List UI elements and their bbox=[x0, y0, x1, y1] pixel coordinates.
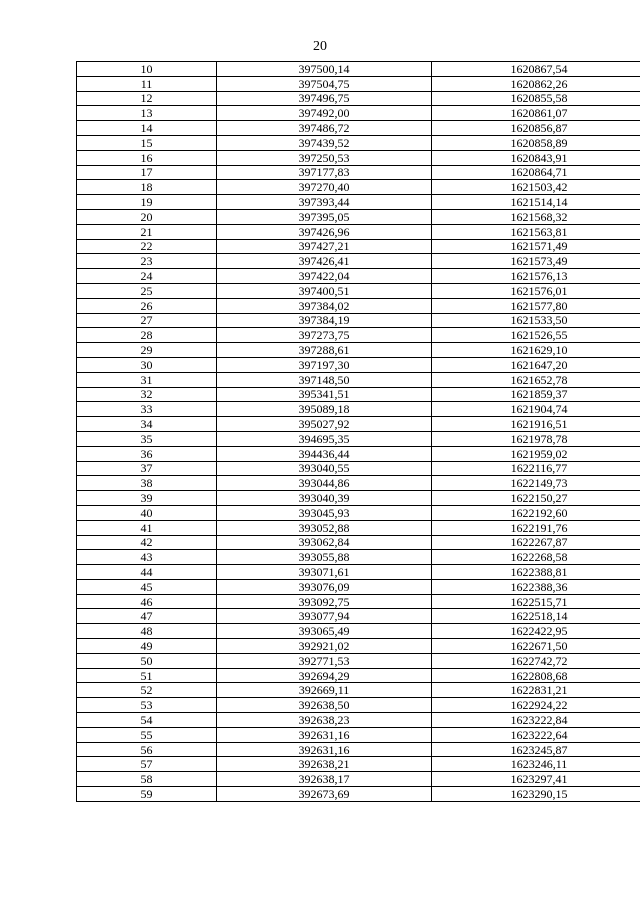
point-number-cell: 28 bbox=[77, 328, 217, 343]
y-coordinate-cell: 1620856,87 bbox=[432, 121, 640, 136]
table-row bbox=[77, 313, 640, 328]
x-coordinate-cell: 397439,52 bbox=[217, 135, 432, 150]
table-row bbox=[77, 727, 640, 742]
x-coordinate-cell: 397273,75 bbox=[217, 328, 432, 343]
x-coordinate-cell: 393062,84 bbox=[217, 535, 432, 550]
y-coordinate-cell: 1623222,84 bbox=[432, 713, 640, 728]
x-coordinate-cell: 397492,00 bbox=[217, 106, 432, 121]
table-row bbox=[77, 209, 640, 224]
point-number-cell: 37 bbox=[77, 461, 217, 476]
point-number-cell: 58 bbox=[77, 772, 217, 787]
y-coordinate-cell: 1621629,10 bbox=[432, 343, 640, 358]
y-coordinate-cell: 1622422,95 bbox=[432, 624, 640, 639]
x-coordinate-cell: 395089,18 bbox=[217, 402, 432, 417]
table-row bbox=[77, 91, 640, 106]
x-coordinate-cell: 392673,69 bbox=[217, 787, 432, 802]
point-number-cell: 39 bbox=[77, 491, 217, 506]
point-number-cell: 59 bbox=[77, 787, 217, 802]
x-coordinate-cell: 397422,04 bbox=[217, 269, 432, 284]
y-coordinate-cell: 1621503,42 bbox=[432, 180, 640, 195]
table-row bbox=[77, 624, 640, 639]
point-number-cell: 19 bbox=[77, 195, 217, 210]
x-coordinate-cell: 392631,16 bbox=[217, 742, 432, 757]
table-row bbox=[77, 343, 640, 358]
table-row bbox=[77, 298, 640, 313]
table-row bbox=[77, 683, 640, 698]
point-number-cell: 41 bbox=[77, 520, 217, 535]
point-number-cell: 26 bbox=[77, 298, 217, 313]
y-coordinate-cell: 1622388,36 bbox=[432, 579, 640, 594]
table-row bbox=[77, 476, 640, 491]
x-coordinate-cell: 393065,49 bbox=[217, 624, 432, 639]
point-number-cell: 31 bbox=[77, 372, 217, 387]
x-coordinate-cell: 397250,53 bbox=[217, 150, 432, 165]
x-coordinate-cell: 393076,09 bbox=[217, 579, 432, 594]
point-number-cell: 42 bbox=[77, 535, 217, 550]
table-row bbox=[77, 150, 640, 165]
table-row bbox=[77, 76, 640, 91]
table-row bbox=[77, 180, 640, 195]
table-row bbox=[77, 505, 640, 520]
x-coordinate-cell: 397504,75 bbox=[217, 76, 432, 91]
y-coordinate-cell: 1622149,73 bbox=[432, 476, 640, 491]
y-coordinate-cell: 1621577,80 bbox=[432, 298, 640, 313]
y-coordinate-cell: 1622268,58 bbox=[432, 550, 640, 565]
point-number-cell: 13 bbox=[77, 106, 217, 121]
x-coordinate-cell: 397148,50 bbox=[217, 372, 432, 387]
y-coordinate-cell: 1620864,71 bbox=[432, 165, 640, 180]
y-coordinate-cell: 1620858,89 bbox=[432, 135, 640, 150]
x-coordinate-cell: 397384,02 bbox=[217, 298, 432, 313]
point-number-cell: 16 bbox=[77, 150, 217, 165]
point-number-cell: 44 bbox=[77, 565, 217, 580]
table-row bbox=[77, 594, 640, 609]
x-coordinate-cell: 392638,23 bbox=[217, 713, 432, 728]
y-coordinate-cell: 1622742,72 bbox=[432, 653, 640, 668]
table-row bbox=[77, 491, 640, 506]
y-coordinate-cell: 1621904,74 bbox=[432, 402, 640, 417]
point-number-cell: 45 bbox=[77, 579, 217, 594]
table-row bbox=[77, 254, 640, 269]
x-coordinate-cell: 393040,39 bbox=[217, 491, 432, 506]
page-number: 20 bbox=[313, 39, 327, 54]
point-number-cell: 22 bbox=[77, 239, 217, 254]
point-number-cell: 35 bbox=[77, 431, 217, 446]
point-number-cell: 21 bbox=[77, 224, 217, 239]
table-row bbox=[77, 653, 640, 668]
table-row bbox=[77, 165, 640, 180]
x-coordinate-cell: 392771,53 bbox=[217, 653, 432, 668]
y-coordinate-cell: 1622671,50 bbox=[432, 639, 640, 654]
x-coordinate-cell: 392669,11 bbox=[217, 683, 432, 698]
table-row bbox=[77, 106, 640, 121]
point-number-cell: 40 bbox=[77, 505, 217, 520]
y-coordinate-cell: 1621533,50 bbox=[432, 313, 640, 328]
y-coordinate-cell: 1622831,21 bbox=[432, 683, 640, 698]
y-coordinate-cell: 1622267,87 bbox=[432, 535, 640, 550]
point-number-cell: 49 bbox=[77, 639, 217, 654]
point-number-cell: 25 bbox=[77, 283, 217, 298]
point-number-cell: 34 bbox=[77, 417, 217, 432]
x-coordinate-cell: 393092,75 bbox=[217, 594, 432, 609]
table-row bbox=[77, 698, 640, 713]
y-coordinate-cell: 1623222,64 bbox=[432, 727, 640, 742]
table-row bbox=[77, 269, 640, 284]
y-coordinate-cell: 1621647,20 bbox=[432, 357, 640, 372]
table-row bbox=[77, 121, 640, 136]
table-row bbox=[77, 535, 640, 550]
y-coordinate-cell: 1621959,02 bbox=[432, 446, 640, 461]
point-number-cell: 27 bbox=[77, 313, 217, 328]
x-coordinate-cell: 394436,44 bbox=[217, 446, 432, 461]
y-coordinate-cell: 1622518,14 bbox=[432, 609, 640, 624]
point-number-cell: 15 bbox=[77, 135, 217, 150]
x-coordinate-cell: 393055,88 bbox=[217, 550, 432, 565]
y-coordinate-cell: 1623245,87 bbox=[432, 742, 640, 757]
x-coordinate-cell: 393052,88 bbox=[217, 520, 432, 535]
point-number-cell: 51 bbox=[77, 668, 217, 683]
point-number-cell: 43 bbox=[77, 550, 217, 565]
x-coordinate-cell: 397270,40 bbox=[217, 180, 432, 195]
x-coordinate-cell: 397384,19 bbox=[217, 313, 432, 328]
point-number-cell: 17 bbox=[77, 165, 217, 180]
point-number-cell: 50 bbox=[77, 653, 217, 668]
table-row bbox=[77, 550, 640, 565]
point-number-cell: 52 bbox=[77, 683, 217, 698]
x-coordinate-cell: 393077,94 bbox=[217, 609, 432, 624]
table-row bbox=[77, 461, 640, 476]
x-coordinate-cell: 397395,05 bbox=[217, 209, 432, 224]
y-coordinate-cell: 1621652,78 bbox=[432, 372, 640, 387]
point-number-cell: 46 bbox=[77, 594, 217, 609]
y-coordinate-cell: 1621859,37 bbox=[432, 387, 640, 402]
table-row bbox=[77, 224, 640, 239]
y-coordinate-cell: 1623246,11 bbox=[432, 757, 640, 772]
y-coordinate-cell: 1622191,76 bbox=[432, 520, 640, 535]
table-row bbox=[77, 135, 640, 150]
y-coordinate-cell: 1622515,71 bbox=[432, 594, 640, 609]
table-row bbox=[77, 579, 640, 594]
point-number-cell: 11 bbox=[77, 76, 217, 91]
y-coordinate-cell: 1621916,51 bbox=[432, 417, 640, 432]
point-number-cell: 32 bbox=[77, 387, 217, 402]
table-row bbox=[77, 62, 640, 77]
x-coordinate-cell: 397427,21 bbox=[217, 239, 432, 254]
x-coordinate-cell: 397400,51 bbox=[217, 283, 432, 298]
point-number-cell: 24 bbox=[77, 269, 217, 284]
point-number-cell: 30 bbox=[77, 357, 217, 372]
x-coordinate-cell: 392638,17 bbox=[217, 772, 432, 787]
x-coordinate-cell: 397393,44 bbox=[217, 195, 432, 210]
y-coordinate-cell: 1620862,26 bbox=[432, 76, 640, 91]
table-row bbox=[77, 772, 640, 787]
y-coordinate-cell: 1621514,14 bbox=[432, 195, 640, 210]
x-coordinate-cell: 395341,51 bbox=[217, 387, 432, 402]
table-row bbox=[77, 787, 640, 802]
y-coordinate-cell: 1620861,07 bbox=[432, 106, 640, 121]
x-coordinate-cell: 395027,92 bbox=[217, 417, 432, 432]
table-row bbox=[77, 520, 640, 535]
y-coordinate-cell: 1621526,55 bbox=[432, 328, 640, 343]
x-coordinate-cell: 392638,50 bbox=[217, 698, 432, 713]
x-coordinate-cell: 397486,72 bbox=[217, 121, 432, 136]
x-coordinate-cell: 397426,96 bbox=[217, 224, 432, 239]
point-number-cell: 20 bbox=[77, 209, 217, 224]
table-row bbox=[77, 431, 640, 446]
table-row bbox=[77, 757, 640, 772]
point-number-cell: 48 bbox=[77, 624, 217, 639]
point-number-cell: 36 bbox=[77, 446, 217, 461]
y-coordinate-cell: 1621576,13 bbox=[432, 269, 640, 284]
y-coordinate-cell: 1621576,01 bbox=[432, 283, 640, 298]
x-coordinate-cell: 392631,16 bbox=[217, 727, 432, 742]
point-number-cell: 56 bbox=[77, 742, 217, 757]
point-number-cell: 23 bbox=[77, 254, 217, 269]
table-row bbox=[77, 283, 640, 298]
table-row bbox=[77, 239, 640, 254]
y-coordinate-cell: 1620867,54 bbox=[432, 62, 640, 77]
coordinates-table-body bbox=[77, 62, 640, 802]
y-coordinate-cell: 1623290,15 bbox=[432, 787, 640, 802]
y-coordinate-cell: 1621573,49 bbox=[432, 254, 640, 269]
x-coordinate-cell: 393044,86 bbox=[217, 476, 432, 491]
table-row bbox=[77, 609, 640, 624]
y-coordinate-cell: 1621563,81 bbox=[432, 224, 640, 239]
y-coordinate-cell: 1622192,60 bbox=[432, 505, 640, 520]
table-row bbox=[77, 195, 640, 210]
x-coordinate-cell: 397496,75 bbox=[217, 91, 432, 106]
x-coordinate-cell: 394695,35 bbox=[217, 431, 432, 446]
table-row bbox=[77, 742, 640, 757]
point-number-cell: 54 bbox=[77, 713, 217, 728]
table-row bbox=[77, 387, 640, 402]
x-coordinate-cell: 392638,21 bbox=[217, 757, 432, 772]
point-number-cell: 33 bbox=[77, 402, 217, 417]
y-coordinate-cell: 1622388,81 bbox=[432, 565, 640, 580]
y-coordinate-cell: 1623297,41 bbox=[432, 772, 640, 787]
table-row bbox=[77, 668, 640, 683]
x-coordinate-cell: 393040,55 bbox=[217, 461, 432, 476]
table-row bbox=[77, 565, 640, 580]
y-coordinate-cell: 1621571,49 bbox=[432, 239, 640, 254]
table-row bbox=[77, 639, 640, 654]
y-coordinate-cell: 1621978,78 bbox=[432, 431, 640, 446]
table-row bbox=[77, 357, 640, 372]
point-number-cell: 14 bbox=[77, 121, 217, 136]
x-coordinate-cell: 392694,29 bbox=[217, 668, 432, 683]
point-number-cell: 10 bbox=[77, 62, 217, 77]
point-number-cell: 38 bbox=[77, 476, 217, 491]
point-number-cell: 12 bbox=[77, 91, 217, 106]
table-row bbox=[77, 402, 640, 417]
x-coordinate-cell: 397177,83 bbox=[217, 165, 432, 180]
y-coordinate-cell: 1620843,91 bbox=[432, 150, 640, 165]
coordinates-table bbox=[76, 61, 640, 802]
y-coordinate-cell: 1621568,32 bbox=[432, 209, 640, 224]
x-coordinate-cell: 392921,02 bbox=[217, 639, 432, 654]
x-coordinate-cell: 397500,14 bbox=[217, 62, 432, 77]
table-row bbox=[77, 713, 640, 728]
point-number-cell: 53 bbox=[77, 698, 217, 713]
y-coordinate-cell: 1620855,58 bbox=[432, 91, 640, 106]
y-coordinate-cell: 1622116,77 bbox=[432, 461, 640, 476]
y-coordinate-cell: 1622150,27 bbox=[432, 491, 640, 506]
table-row bbox=[77, 417, 640, 432]
x-coordinate-cell: 397288,61 bbox=[217, 343, 432, 358]
y-coordinate-cell: 1622808,68 bbox=[432, 668, 640, 683]
y-coordinate-cell: 1622924,22 bbox=[432, 698, 640, 713]
point-number-cell: 57 bbox=[77, 757, 217, 772]
x-coordinate-cell: 397426,41 bbox=[217, 254, 432, 269]
x-coordinate-cell: 393045,93 bbox=[217, 505, 432, 520]
point-number-cell: 55 bbox=[77, 727, 217, 742]
point-number-cell: 29 bbox=[77, 343, 217, 358]
table-row bbox=[77, 372, 640, 387]
x-coordinate-cell: 397197,30 bbox=[217, 357, 432, 372]
x-coordinate-cell: 393071,61 bbox=[217, 565, 432, 580]
point-number-cell: 47 bbox=[77, 609, 217, 624]
table-row bbox=[77, 328, 640, 343]
point-number-cell: 18 bbox=[77, 180, 217, 195]
table-row bbox=[77, 446, 640, 461]
